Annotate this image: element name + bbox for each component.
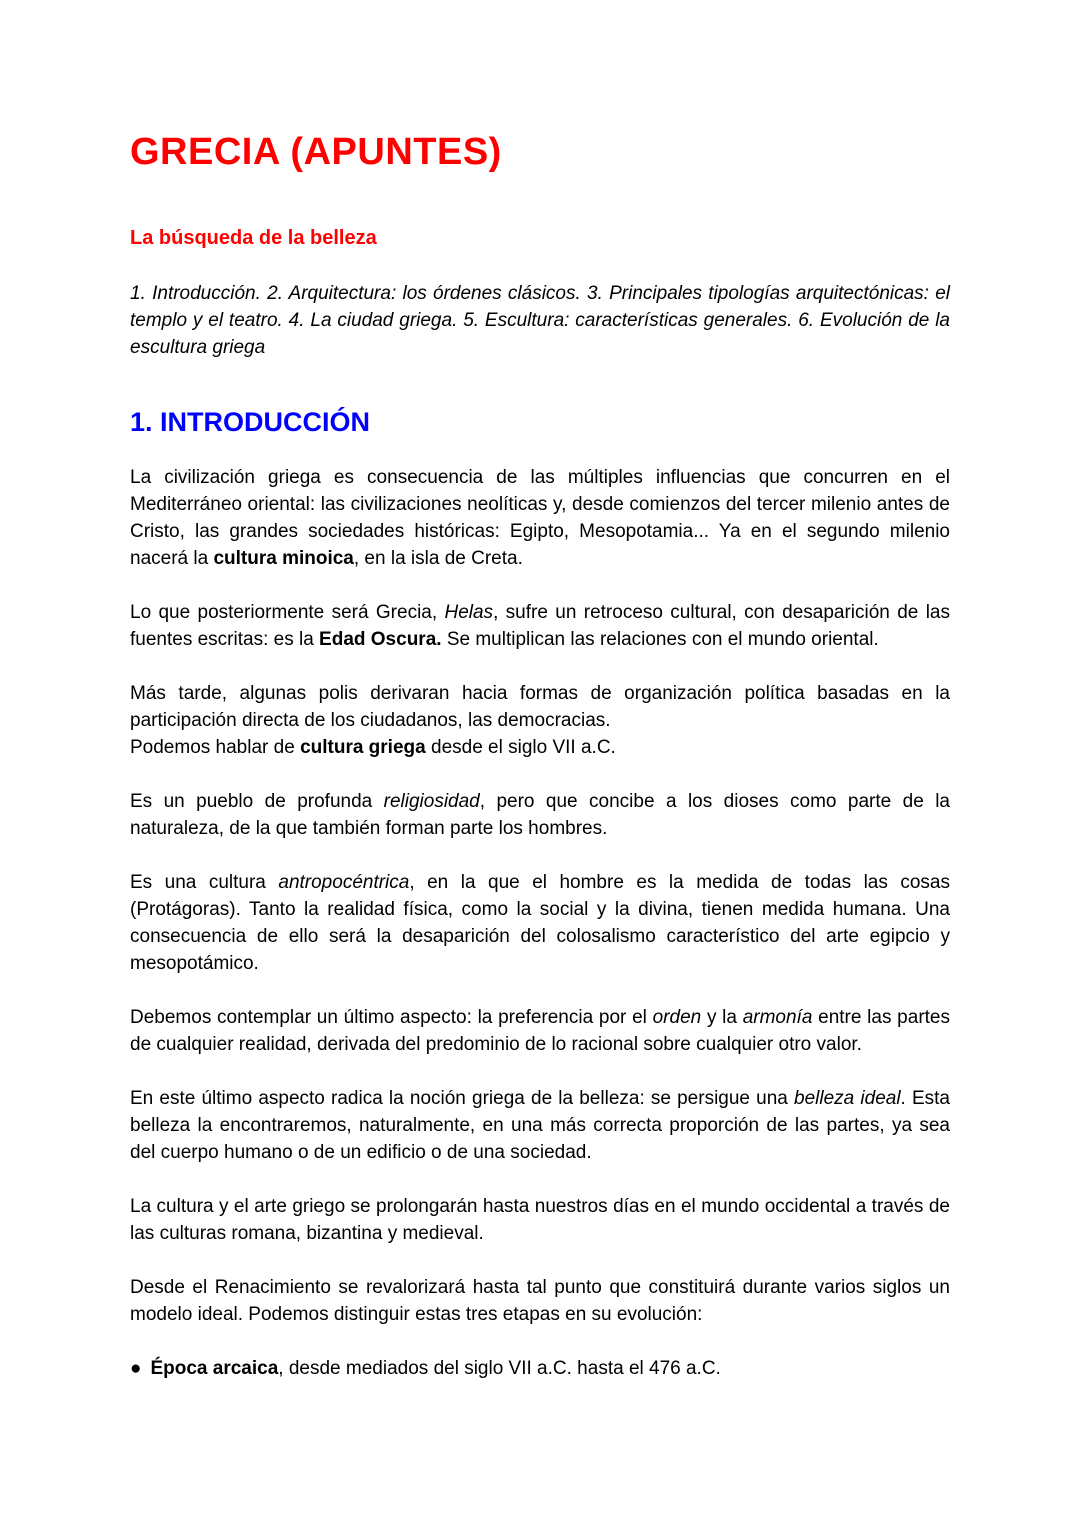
text-run: , en la que el hombre es la medida de todas las cosas (Protágoras). Tanto la realidad física, como la social y la divina, tienen medida humana. Una consecuencia de ello será la desaparición del colosalismo característico del arte egipcio y mesopotámico.	[130, 871, 950, 974]
paragraph-8	[130, 1193, 950, 1247]
paragraph-7	[130, 1085, 950, 1166]
text-run: Helas	[444, 601, 494, 623]
text-run: La cultura y el arte griego se prolongarán hasta nuestros días en el mundo occidental a través de las culturas romana, bizantina y medieval.	[130, 1195, 950, 1244]
section-heading-introduction: 1. INTRODUCCIÓN	[130, 406, 371, 437]
index-paragraph	[130, 280, 950, 361]
text-run: Es una cultura	[130, 871, 279, 893]
bullet-text	[150, 1358, 720, 1379]
text-run: cultura minoica	[213, 547, 354, 569]
text-run: y la	[701, 1006, 743, 1028]
text-run: orden	[652, 1006, 702, 1028]
text-run: Es un pueblo de profunda	[130, 790, 384, 812]
paragraph-6	[130, 1004, 950, 1058]
document-title: GRECIA (APUNTES)	[130, 131, 502, 173]
text-run: armonía	[742, 1006, 813, 1028]
text-run: Podemos hablar de	[130, 736, 301, 758]
text-run: religiosidad	[383, 790, 480, 812]
text-run: Edad Oscura.	[319, 628, 442, 650]
text-run: Debemos contemplar un último aspecto: la preferencia por el	[130, 1006, 653, 1028]
bullet-icon: ●	[130, 1357, 142, 1379]
text-run: , en la isla de Creta.	[353, 547, 523, 569]
paragraph-4	[130, 788, 950, 842]
paragraph-3	[130, 680, 950, 761]
text-run: Época arcaica	[150, 1357, 279, 1379]
paragraph-2	[130, 599, 950, 653]
text-run: En este último aspecto radica la noción griega de la belleza: se persigue una	[130, 1087, 795, 1109]
text-run: entre las partes de cualquier realidad, derivada del predominio de lo racional sobre cualquier otro valor.	[130, 1006, 950, 1055]
document-subtitle: La búsqueda de la belleza	[130, 226, 377, 249]
paragraph-9	[130, 1274, 950, 1328]
text-run: , pero que concibe a los dioses como parte de la naturaleza, de la que también forman parte los hombres.	[130, 790, 950, 839]
text-run: Lo que posteriormente será Grecia,	[130, 601, 445, 623]
text-run: cultura griega	[300, 736, 426, 758]
text-run: 1. Introducción. 2. Arquitectura: los órdenes clásicos. 3. Principales tipologías arquitectónicas: el templo y el teatro. 4. La ciudad griega. 5. Escultura: características generales. 6. Evolución de la escultura griega	[130, 282, 950, 358]
text-run: Más tarde, algunas polis derivaran hacia formas de organización política basadas en la participación directa de los ciudadanos, las democracias.	[130, 682, 950, 731]
text-run: Desde el Renacimiento se revalorizará hasta tal punto que constituirá durante varios siglos un modelo ideal. Podemos distinguir estas tres etapas en su evolución:	[130, 1276, 950, 1325]
text-run: . Esta belleza la encontraremos, naturalmente, en una más correcta proporción de las partes, ya sea del cuerpo humano o de un edificio o de una sociedad.	[130, 1087, 951, 1163]
text-run: belleza ideal	[794, 1087, 901, 1109]
paragraph-1	[130, 464, 950, 572]
text-run: antropocéntrica	[278, 871, 410, 893]
text-run: La civilización griega es consecuencia de las múltiples influencias que concurren en el Mediterráneo oriental: las civilizaciones neolíticas y, desde comienzos del tercer milenio antes de Cristo, las grandes sociedades históricas: Egipto, Mesopotamia... Ya en el segundo milenio nacerá la	[130, 466, 950, 569]
paragraph-5	[130, 869, 950, 977]
text-run: , sufre un retroceso cultural, con desaparición de las fuentes escritas: es la	[130, 601, 950, 650]
text-run: Se multiplican las relaciones con el mundo oriental.	[441, 628, 879, 650]
text-run: , desde mediados del siglo VII a.C. hasta el 476 a.C.	[278, 1357, 721, 1379]
text-run: desde el siglo VII a.C.	[425, 736, 616, 758]
bullet-item	[130, 1355, 950, 1382]
